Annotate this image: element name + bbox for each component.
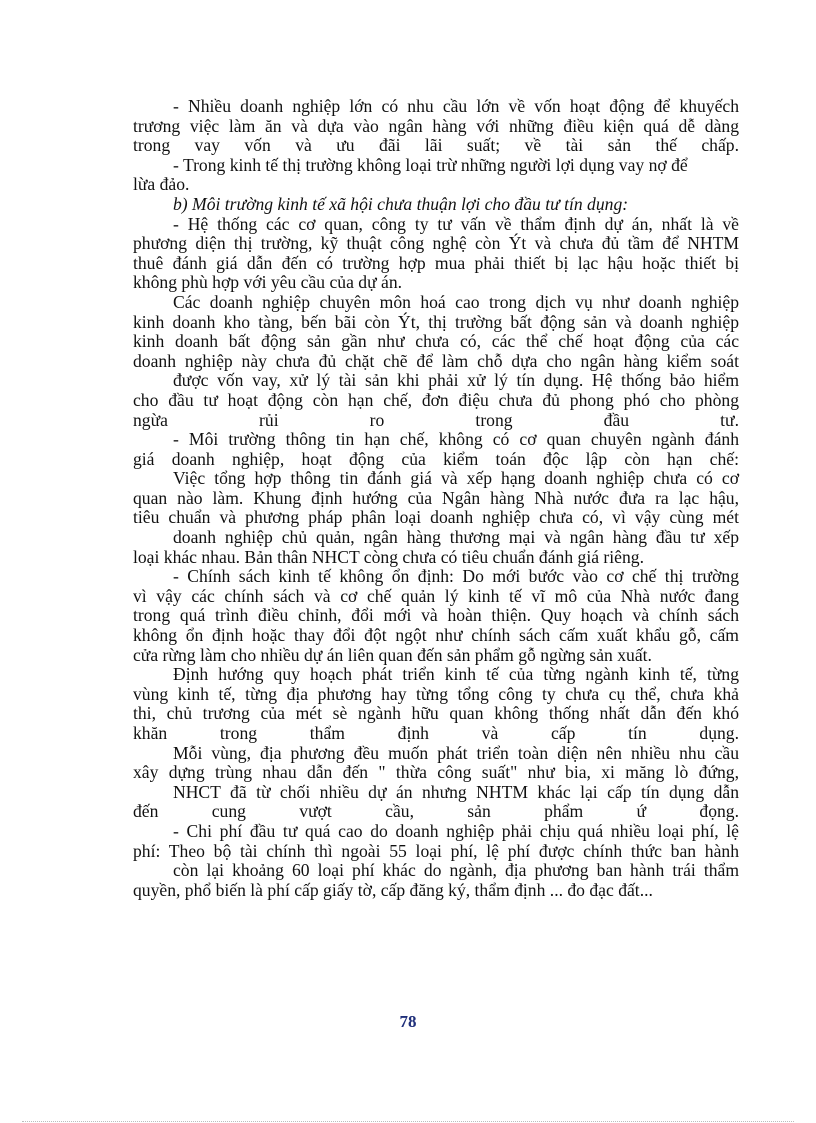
text-line: Định hướng quy hoạch phát triển kinh tế của từng ngành kinh tế, từng (173, 664, 739, 685)
section-heading: b) Môi trường kinh tế xã hội chưa thuận lợi cho đầu tư tín dụng: (173, 193, 629, 214)
text-line: - Chi phí đầu tư quá cao do doanh nghiệp phải chịu quá nhiều loại phí, lệ (173, 820, 739, 841)
text-line: - Nhiều doanh nghiệp lớn có nhu cầu lớn về vốn hoạt động để khuyếch (173, 96, 739, 116)
text-line: quyền, phổ biến là phí cấp giấy tờ, cấp đăng ký, thẩm định ... đo đạc đất... (133, 879, 653, 900)
text-line: NHCT đã từ chối nhiều dự án nhưng NHTM khác lại cấp tín dụng dẫn (173, 781, 739, 802)
text-line: lừa đảo. (133, 174, 190, 195)
text-line: Việc tổng hợp thông tin đánh giá và xếp hạng doanh nghiệp chưa có cơ (173, 468, 739, 489)
text-line: - Hệ thống các cơ quan, công ty tư vấn về thẩm định dự án, nhất là về (173, 213, 739, 234)
text-line: trong quá trình điều chỉnh, đổi mới và hoàn thiện. Quy hoạch và chính sách (133, 605, 739, 626)
text-line: cho đầu tư hoạt động còn hạn chế, đơn điệu chưa đủ phong phó cho phòng (133, 389, 739, 410)
text-line: trương việc làm ăn và dựa vào ngân hàng với những điều kiện quá dễ dàng (133, 115, 739, 136)
text-line: - Môi trường thông tin hạn chế, không có cơ quan chuyên ngành đánh (173, 429, 739, 450)
text-line: Các doanh nghiệp chuyên môn hoá cao trong dịch vụ như doanh nghiệp (173, 291, 739, 312)
text-line: vùng kinh tế, từng địa phương hay từng tổng công ty chưa cụ thể, chưa khả (133, 683, 739, 704)
text-line: loại khác nhau. Bản thân NHCT còng chưa có tiêu chuẩn đánh giá riêng. (133, 546, 644, 567)
text-line: phương diện thị trường, kỹ thuật công nghệ còn Ýt và chưa đủ tầm để NHTM (133, 233, 739, 254)
text-line: được vốn vay, xử lý tài sản khi phải xử lý tín dụng. Hệ thống bảo hiểm (173, 370, 739, 391)
text-line: thuê đánh giá dẫn đến có trường hợp mua phải thiết bị lạc hậu hoặc thiết bị (133, 252, 739, 273)
text-line: phí: Theo bộ tài chính thì ngoài 55 loại phí, lệ phí được chính thức ban hành (133, 840, 739, 861)
text-line: đến cung vượt cầu, sản phẩm ứ đọng. (133, 801, 739, 822)
body-text (133, 97, 739, 900)
text-line: trong vay vốn và ưu đãi lãi suất; về tài sản thế chấp. (133, 135, 739, 156)
text-line: Mỗi vùng, địa phương đều muốn phát triển toàn diện nên nhiều nhu cầu (173, 742, 739, 763)
text-line: không ổn định hoặc thay đổi đột ngột như chính sách cấm xuất khẩu gỗ, cấm (133, 625, 739, 646)
text-line: xây dựng trùng nhau dẫn đến " thừa công suất" như bia, xi măng lò đứng, (133, 762, 739, 783)
text-line: kinh doanh kho tàng, bến bãi còn Ýt, thị trường bất động sản và doanh nghiệp (133, 311, 739, 332)
text-line: cửa rừng làm cho nhiều dự án liên quan đến sản phẩm gỗ ngừng sản xuất. (133, 644, 652, 665)
text-line: khăn trong thẩm định và cấp tín dụng. (133, 723, 739, 743)
text-line: kinh doanh bất động sản gần như chưa có, các thể chế hoạt động của các (133, 331, 739, 352)
text-line: ngừa rủi ro trong đầu tư. (133, 409, 739, 430)
page-bottom-border (22, 1121, 794, 1122)
text-line: còn lại khoảng 60 loại phí khác do ngành, địa phương ban hành trái thẩm (173, 860, 739, 881)
text-line: tiêu chuẩn và phương pháp phân loại doanh nghiệp chưa có, vì vậy cùng mét (133, 507, 739, 528)
page-number: 78 (399, 1012, 417, 1031)
text-line: doanh nghiệp chủ quản, ngân hàng thương mại và ngân hàng đầu tư xếp (173, 527, 739, 548)
text-line: vì vậy các chính sách và cơ chế quản lý kinh tế vĩ mô của Nhà nước đang (133, 585, 739, 606)
text-line: quan nào làm. Khung định hướng của Ngân hàng Nhà nước đưa ra lạc hậu, (133, 487, 739, 508)
text-line: không phù hợp với yêu cầu của dự án. (133, 272, 403, 293)
text-line: giá doanh nghiệp, hoạt động của kiểm toán độc lập còn hạn chế: (133, 448, 739, 469)
text-line: - Trong kinh tế thị trường không loại trừ những người lợi dụng vay nợ để (173, 154, 688, 175)
text-line: thi, chủ trương của mét sè ngành hữu quan không thống nhất dẫn đến khó (133, 703, 739, 724)
text-line: doanh nghiệp này chưa đủ chặt chẽ để làm chỗ dựa cho ngân hàng kiểm soát (133, 350, 739, 371)
text-line: - Chính sách kinh tế không ổn định: Do mới bước vào cơ chế thị trường (173, 566, 739, 587)
